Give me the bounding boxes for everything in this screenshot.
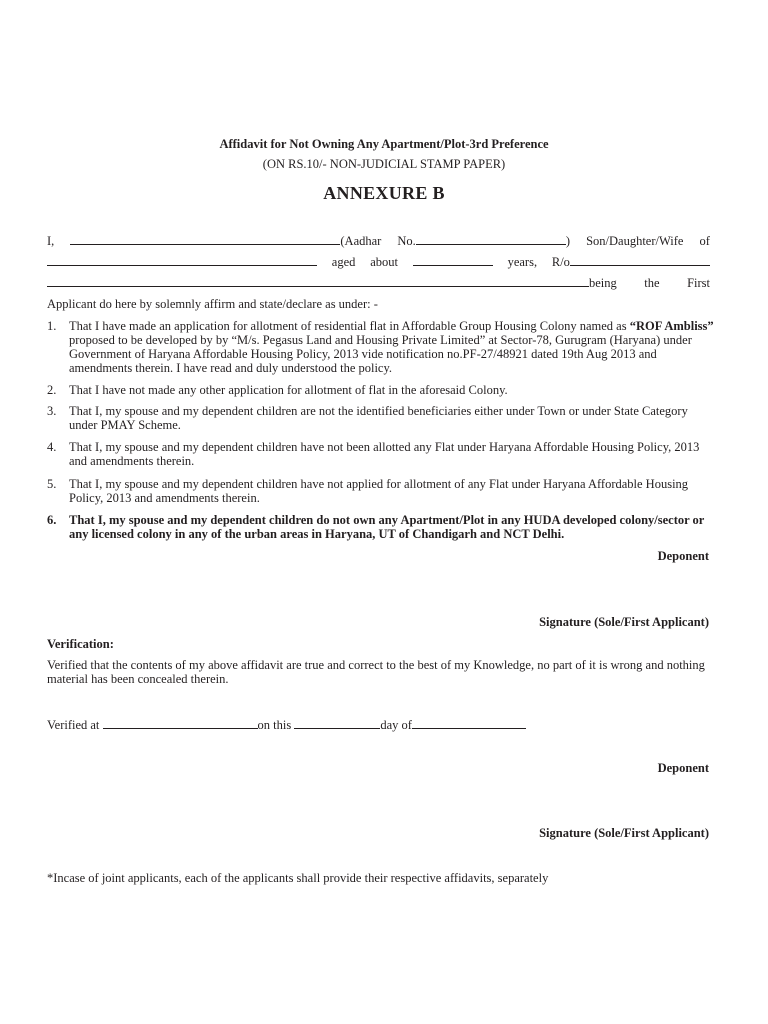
address-blank[interactable] [47, 275, 589, 287]
clause-3 [47, 404, 717, 432]
signature-label-2: Signature (Sole/First Applicant) [539, 826, 709, 840]
aadhar-no-label: No. [397, 234, 416, 248]
clause-number: 3. [47, 404, 57, 418]
intro-line-2 [47, 254, 710, 270]
of-label: of [699, 234, 710, 248]
clause-text: That I, my spouse and my dependent children are not the identified beneficiaries either under Town or under State Category under PMAY Scheme. [69, 404, 688, 432]
clause-text: That I have made an application for allotment of residential flat in Affordable Group Housing Colony named as [69, 319, 630, 333]
aadhar-label: (Aadhar [340, 234, 382, 248]
aged-label: aged [331, 255, 356, 269]
day-of-label: day of [380, 718, 412, 732]
aadhar-blank[interactable] [416, 233, 566, 245]
intro-line-1 [47, 233, 710, 249]
clause-1 [47, 319, 717, 375]
close-paren: ) [565, 234, 570, 248]
ro-label: R/o [551, 255, 570, 269]
the-label: the [644, 276, 660, 290]
on-this-label: on this [257, 718, 292, 732]
clause-number: 6. [47, 513, 57, 527]
clause-5 [47, 477, 717, 505]
deponent-label-2: Deponent [657, 761, 709, 775]
being-label: being [589, 276, 617, 290]
intro-i: I, [47, 234, 55, 248]
month-blank[interactable] [412, 717, 526, 729]
document-title: Affidavit for Not Owning Any Apartment/Plot-3rd Preference [219, 137, 549, 151]
place-blank[interactable] [103, 717, 258, 729]
verified-at-label: Verified at [47, 718, 100, 732]
years-label: years, [507, 255, 538, 269]
about-label: about [370, 255, 398, 269]
clause-6 [47, 513, 717, 541]
clause-number: 5. [47, 477, 57, 491]
clause-4 [47, 440, 717, 468]
father-name-blank[interactable] [47, 254, 317, 266]
clause-number: 2. [47, 383, 57, 397]
clause-text: That I, my spouse and my dependent children have not applied for allotment of any Flat under Haryana Affordable Housing Policy, 2013 and amendments therein. [69, 477, 689, 505]
age-blank[interactable] [413, 254, 493, 266]
clause-text: That I, my spouse and my dependent children do not own any Apartment/Plot in any HUDA developed colony/sector or any licensed colony in any of the urban areas in Haryana, UT of Chandigarh and NCT Delhi. [69, 513, 705, 541]
date-blank[interactable] [294, 717, 380, 729]
name-blank[interactable] [70, 233, 340, 245]
project-name: “ROF Ambliss” [629, 319, 714, 333]
clause-text: That I, my spouse and my dependent children have not been allotted any Flat under Haryana Affordable Housing Policy, 2013 and amendments therein. [69, 440, 700, 468]
first-label: First [687, 276, 710, 290]
verification-text: Verified that the contents of my above affidavit are true and correct to the best of my Knowledge, no part of it is wrong and nothing material has been concealed therein. [47, 658, 705, 686]
stamp-paper-note: (ON RS.10/- NON-JUDICIAL STAMP PAPER) [262, 157, 506, 171]
verification-fill-line [47, 717, 526, 733]
residence-blank[interactable] [570, 254, 710, 266]
signature-label-1: Signature (Sole/First Applicant) [539, 615, 709, 629]
intro-line-3 [47, 275, 710, 291]
clause-text: That I have not made any other application for allotment of flat in the aforesaid Colony. [69, 383, 508, 397]
clause-number: 1. [47, 319, 57, 333]
annexure-heading: ANNEXURE B [323, 183, 445, 203]
relation-label: Son/Daughter/Wife [586, 234, 684, 248]
deponent-label-1: Deponent [657, 549, 709, 563]
footnote: *Incase of joint applicants, each of the applicants shall provide their respective affidavits, separately [47, 871, 549, 885]
intro-line-4: Applicant do here by solemnly affirm and state/declare as under: - [47, 297, 378, 311]
clause-2 [47, 383, 717, 397]
verification-heading: Verification: [47, 637, 114, 651]
clause-number: 4. [47, 440, 57, 454]
clause-text-cont: proposed to be developed by by “M/s. Pegasus Land and Housing Private Limited” at Sector-78, Gurugram (Haryana) under Government of Haryana Affordable Housing Policy, 2013 vide notification no.PF-27/48921 dated 19th Aug 2013 and amendments therein. I have read and duly understood the policy. [69, 333, 692, 375]
